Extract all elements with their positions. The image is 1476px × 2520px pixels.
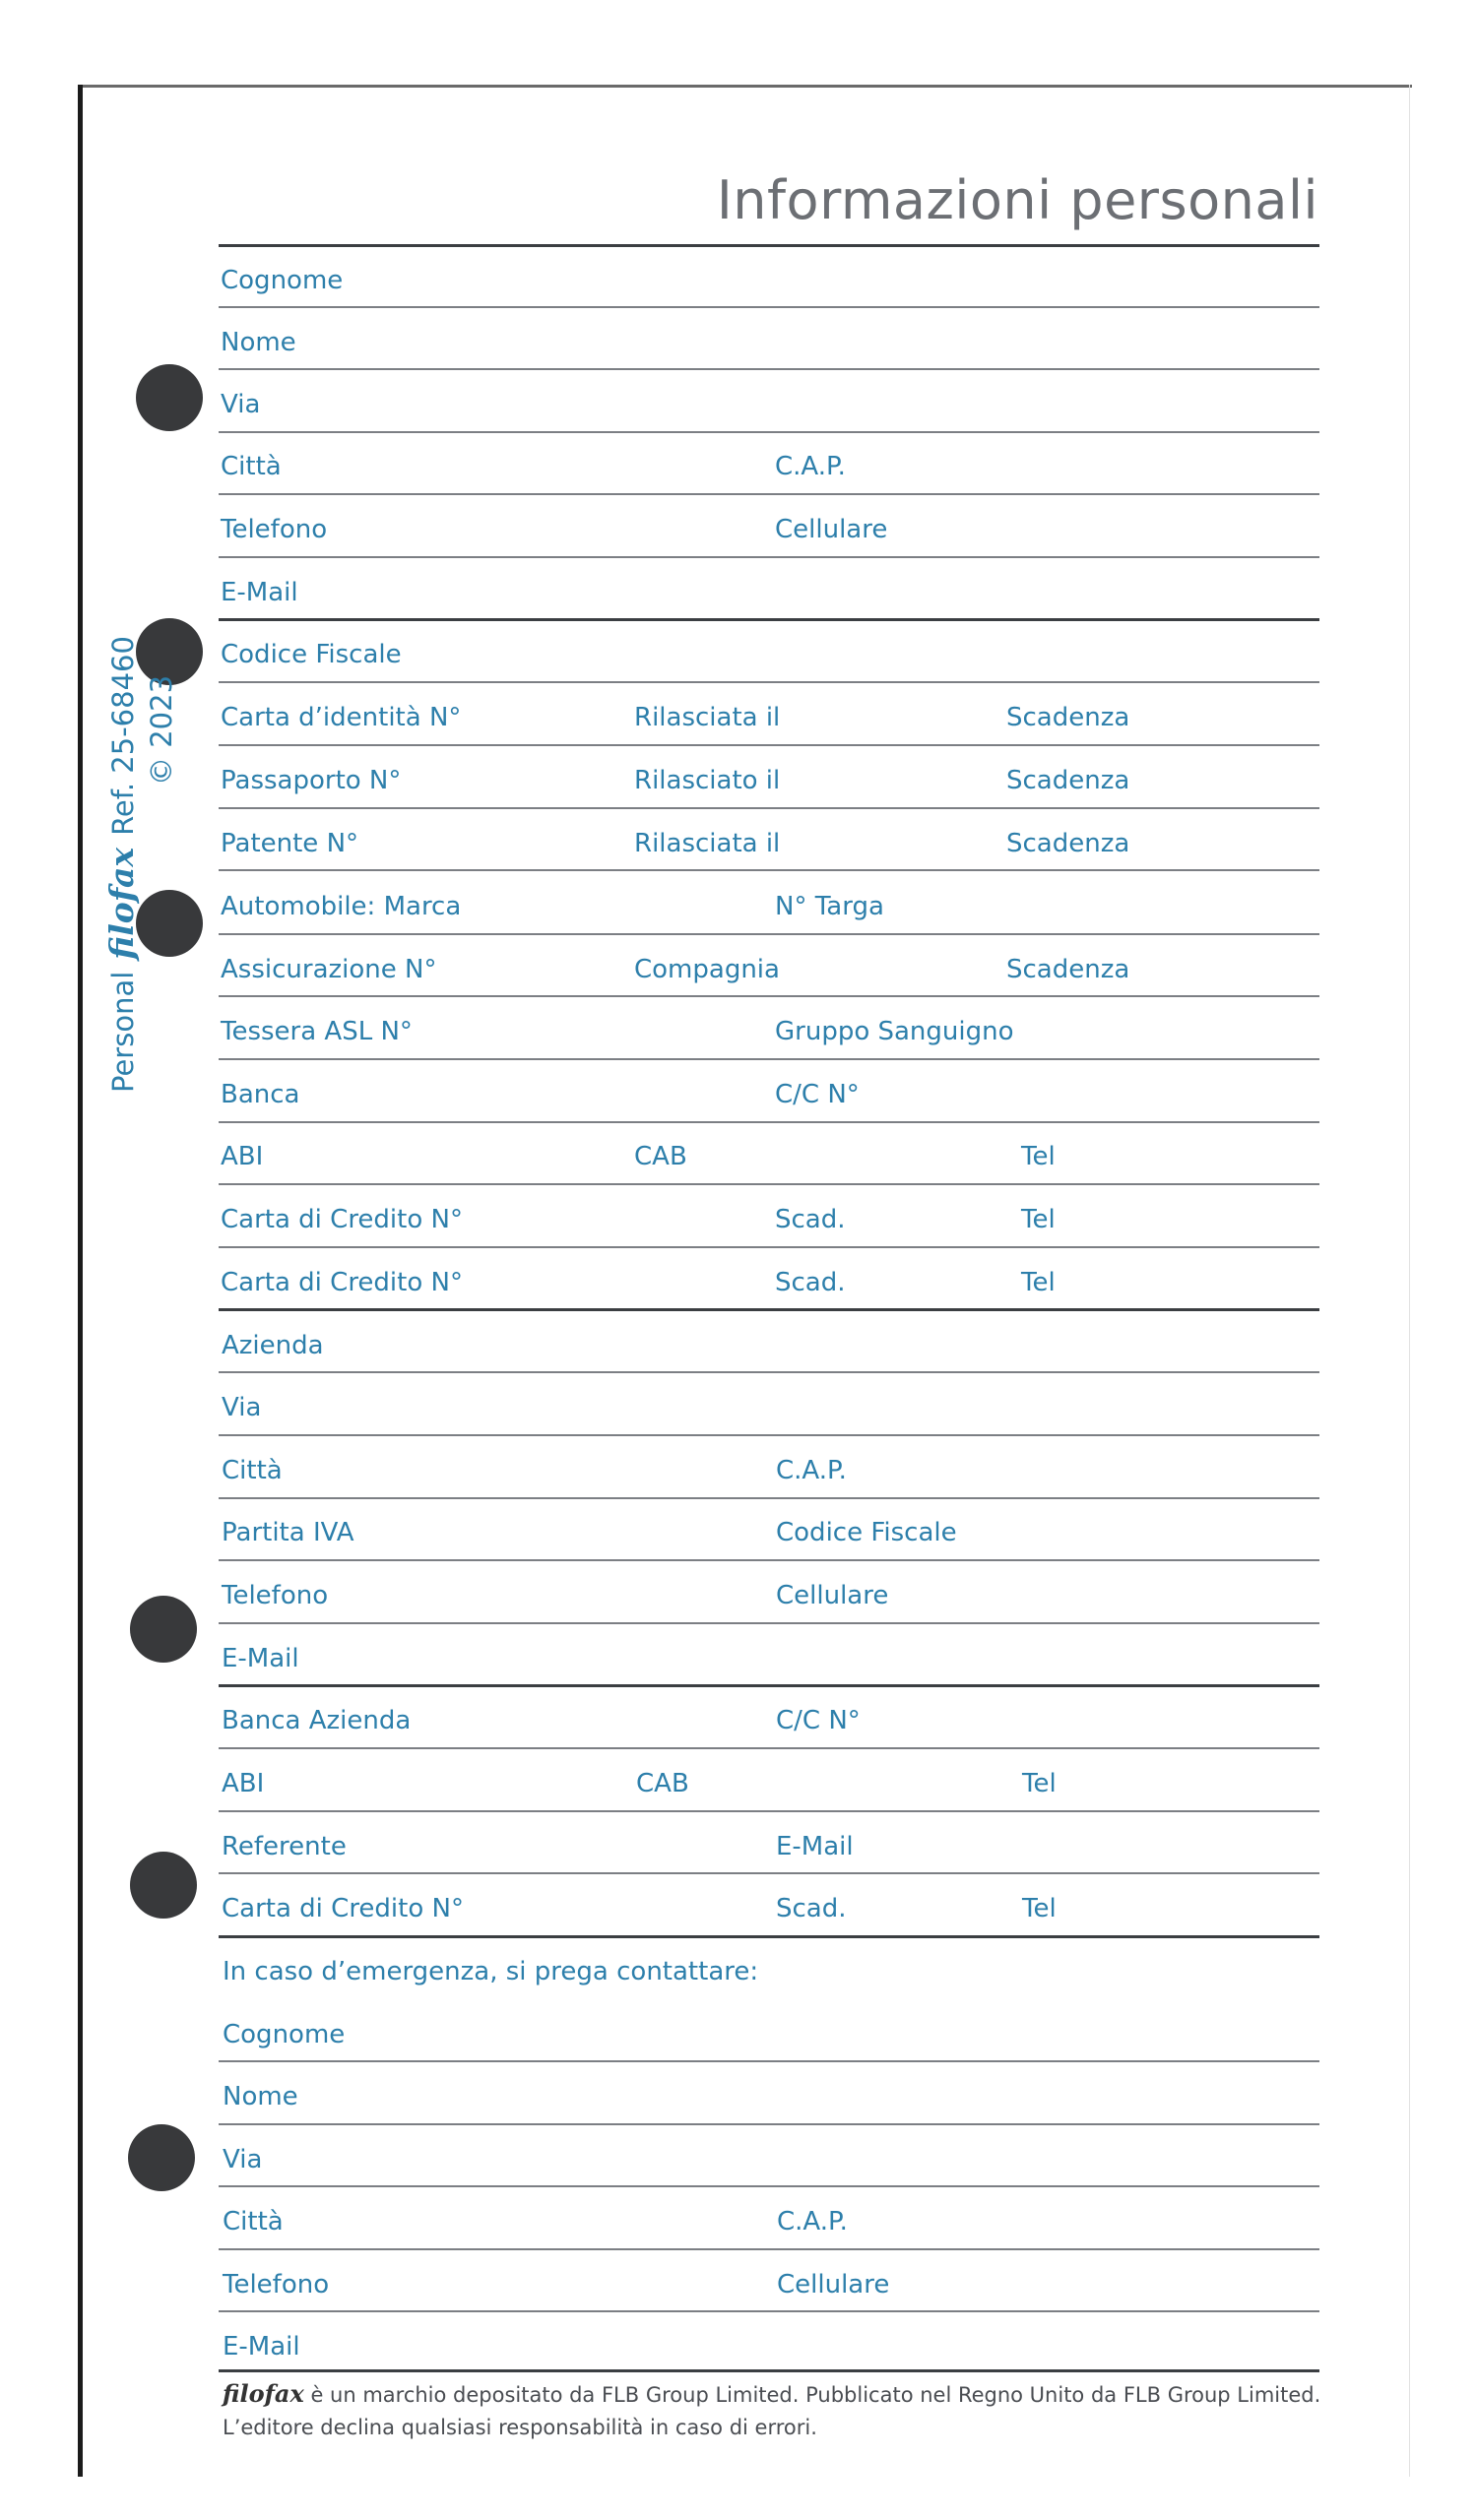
label-company-tel: Tel <box>1022 1894 1057 1923</box>
field-line-passaporto[interactable] <box>219 807 1319 809</box>
footer-line-1 <box>223 2377 1345 2412</box>
label-company-scad: Scad. <box>776 1894 847 1923</box>
filofax-logo: filofax <box>223 2379 304 2408</box>
label-carta-identita: Carta d’identità N° <box>221 703 462 732</box>
label-company-tel: Tel <box>1022 1769 1057 1798</box>
side-imprint <box>102 636 178 1094</box>
label-nome: Nome <box>221 328 296 357</box>
label-rilasciato: Rilasciato il <box>634 766 781 795</box>
side-brand-logo: filofax <box>102 847 141 960</box>
field-line-codice-fiscale[interactable] <box>219 681 1319 683</box>
label-emergency-citta: Città <box>223 2207 284 2236</box>
label-scadenza: Scadenza <box>1006 766 1130 795</box>
label-cc: C/C N° <box>775 1080 860 1109</box>
field-line-company-abi[interactable] <box>219 1810 1319 1812</box>
label-emergency-cellulare: Cellulare <box>777 2270 890 2300</box>
field-line-referente[interactable] <box>219 1872 1319 1874</box>
label-company-cc: C/C N° <box>776 1706 861 1735</box>
footer-notice <box>223 2377 1345 2444</box>
field-line-company-email[interactable] <box>219 1684 1319 1687</box>
field-line-assicurazione[interactable] <box>219 995 1319 997</box>
label-banca-azienda: Banca Azienda <box>222 1706 412 1735</box>
label-tel: Tel <box>1021 1268 1056 1297</box>
field-line-via[interactable] <box>219 431 1319 433</box>
label-rilasciata: Rilasciata il <box>634 829 781 858</box>
label-carta-credito: Carta di Credito N° <box>221 1205 463 1234</box>
punch-hole <box>130 1852 197 1919</box>
label-company-cellulare: Cellulare <box>776 1581 889 1610</box>
label-tessera-asl: Tessera ASL N° <box>221 1017 413 1046</box>
label-assicurazione: Assicurazione N° <box>221 955 437 984</box>
label-abi: ABI <box>221 1142 264 1171</box>
label-targa: N° Targa <box>775 892 884 921</box>
page-top-edge <box>79 85 1412 88</box>
label-carta-credito: Carta di Credito N° <box>221 1268 463 1297</box>
label-company-abi: ABI <box>222 1769 265 1798</box>
field-line-patente[interactable] <box>219 869 1319 871</box>
label-azienda: Azienda <box>222 1331 324 1360</box>
label-company-email: E-Mail <box>222 1644 299 1673</box>
field-line-emergency-citta[interactable] <box>219 2248 1319 2250</box>
label-email: E-Mail <box>221 578 298 607</box>
label-cognome: Cognome <box>221 266 344 295</box>
label-codice-fiscale: Codice Fiscale <box>221 640 402 669</box>
label-emergency-email: E-Mail <box>223 2332 300 2362</box>
label-citta: Città <box>221 452 282 481</box>
label-emergency-telefono: Telefono <box>223 2270 330 2300</box>
label-company-via: Via <box>222 1393 262 1422</box>
field-line-banca-azienda[interactable] <box>219 1747 1319 1749</box>
label-company-codice-fiscale: Codice Fiscale <box>776 1518 957 1547</box>
label-company-citta: Città <box>222 1456 283 1485</box>
field-line-carta-credito-2[interactable] <box>219 1308 1319 1311</box>
label-emergency-nome: Nome <box>223 2082 298 2111</box>
field-line-emergency-telefono[interactable] <box>219 2310 1319 2312</box>
label-company-telefono: Telefono <box>222 1581 329 1610</box>
label-emergency-via: Via <box>223 2145 263 2174</box>
punch-hole <box>130 1596 197 1663</box>
label-scad: Scad. <box>775 1205 846 1234</box>
label-banca: Banca <box>221 1080 300 1109</box>
side-size: Personal <box>106 971 140 1093</box>
page-left-edge <box>78 85 83 2477</box>
field-line-azienda[interactable] <box>219 1371 1319 1373</box>
page-title: Informazioni personali <box>716 169 1318 231</box>
field-line-emergency-email[interactable] <box>219 2369 1319 2372</box>
field-line-automobile[interactable] <box>219 933 1319 935</box>
label-cab: CAB <box>634 1142 687 1171</box>
field-line-emergency-nome[interactable] <box>219 2123 1319 2125</box>
page-right-edge <box>1409 85 1410 2477</box>
field-line-citta[interactable] <box>219 493 1319 495</box>
field-line-company-telefono[interactable] <box>219 1622 1319 1624</box>
emergency-intro: In caso d’emergenza, si prega contattare: <box>223 1957 759 1986</box>
label-referente-email: E-Mail <box>776 1832 854 1861</box>
label-referente: Referente <box>222 1832 347 1861</box>
field-line-partita-iva[interactable] <box>219 1559 1319 1561</box>
label-company-cap: C.A.P. <box>776 1456 847 1485</box>
label-tel: Tel <box>1021 1142 1056 1171</box>
footer-trademark-text: è un marchio depositato da FLB Group Limited. Pubblicato nel Regno Unito da FLB Group Limited. <box>303 2383 1321 2407</box>
punch-hole <box>128 2124 195 2191</box>
label-scadenza: Scadenza <box>1006 955 1130 984</box>
label-company-cab: CAB <box>636 1769 689 1798</box>
label-rilasciata: Rilasciata il <box>634 703 781 732</box>
label-emergency-cognome: Cognome <box>223 2020 346 2049</box>
title-rule <box>219 244 1319 247</box>
field-line-banca[interactable] <box>219 1121 1319 1123</box>
field-line-carta-credito-1[interactable] <box>219 1246 1319 1248</box>
label-automobile: Automobile: Marca <box>221 892 462 921</box>
label-via: Via <box>221 390 261 419</box>
label-partita-iva: Partita IVA <box>222 1518 354 1547</box>
field-line-telefono[interactable] <box>219 556 1319 558</box>
label-company-carta-credito: Carta di Credito N° <box>222 1894 464 1923</box>
field-line-company-citta[interactable] <box>219 1497 1319 1499</box>
label-scad: Scad. <box>775 1268 846 1297</box>
label-scadenza: Scadenza <box>1006 703 1130 732</box>
label-gruppo-sanguigno: Gruppo Sanguigno <box>775 1017 1014 1046</box>
field-line-tessera-asl[interactable] <box>219 1058 1319 1060</box>
field-line-abi[interactable] <box>219 1183 1319 1185</box>
label-emergency-cap: C.A.P. <box>777 2207 848 2236</box>
label-scadenza: Scadenza <box>1006 829 1130 858</box>
field-line-company-via[interactable] <box>219 1434 1319 1436</box>
label-passaporto: Passaporto N° <box>221 766 402 795</box>
field-line-emergency-cognome[interactable] <box>219 2060 1319 2062</box>
field-line-company-carta-credito[interactable] <box>219 1935 1319 1938</box>
label-cellulare: Cellulare <box>775 515 888 544</box>
field-line-nome[interactable] <box>219 368 1319 370</box>
side-copyright: © 2023 <box>145 674 178 786</box>
side-ref: Ref. 25-68460 <box>106 636 140 836</box>
label-tel: Tel <box>1021 1205 1056 1234</box>
label-cap: C.A.P. <box>775 452 846 481</box>
punch-hole <box>136 364 203 431</box>
label-telefono: Telefono <box>221 515 328 544</box>
label-patente: Patente N° <box>221 829 359 858</box>
field-line-cognome[interactable] <box>219 306 1319 308</box>
field-line-email[interactable] <box>219 618 1319 621</box>
footer-line-2: L’editore declina qualsiasi responsabilità in caso di errori. <box>223 2416 817 2439</box>
field-line-carta-identita[interactable] <box>219 744 1319 746</box>
field-line-emergency-via[interactable] <box>219 2185 1319 2187</box>
label-compagnia: Compagnia <box>634 955 780 984</box>
